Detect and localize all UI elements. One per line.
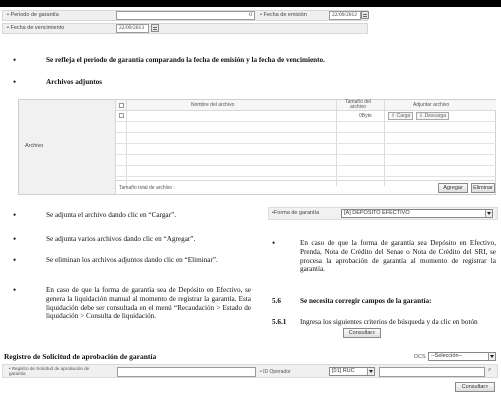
calendar-icon[interactable] [151, 24, 159, 32]
cargar-label: Carga [396, 113, 411, 119]
download-icon: ⇩ [419, 113, 424, 119]
file-table-sidebar [19, 100, 116, 194]
left-item-eliminar: Se eliminan los archivos adjuntos dando clic en “Eliminar”. [46, 256, 218, 264]
row-line [116, 154, 496, 155]
file-table-footer [116, 180, 496, 194]
forma-garantia-value: [A] DEPOSITO EFECTIVO [344, 210, 410, 216]
dcs-value: --Selección-- [431, 353, 463, 359]
dcs-select[interactable] [428, 352, 496, 361]
operador-value: [01] RUC [332, 368, 355, 374]
descargar-button[interactable] [416, 112, 449, 120]
search-icon: ⌕ [372, 330, 376, 336]
operador-select[interactable] [329, 367, 375, 376]
solicitud-field[interactable] [117, 367, 256, 377]
dcs-label: DCS [414, 354, 426, 360]
file-size-value: 0Byte [359, 113, 372, 119]
upload-icon: ⇧ [391, 113, 396, 119]
row-checkbox[interactable] [119, 113, 124, 118]
col-attach-header: Adjuntar archivo [413, 102, 450, 108]
operador-label: • ID Operador [260, 369, 291, 375]
forma-garantia-select[interactable] [341, 209, 493, 218]
registro-form-row [2, 364, 498, 378]
bullet-dot: • [13, 285, 17, 295]
archivos-heading: Archivos adjuntos [46, 78, 102, 86]
bullet-dot: • [13, 255, 17, 265]
agregar-button[interactable]: Agregar [438, 183, 468, 193]
bullet-dot: • [13, 77, 17, 87]
consultar-inline-button [343, 328, 381, 338]
left-item-deposito: En caso de que la forma de garantía sea de Depósito en Efectivo, se genera la liquidación manual al momento de registrar la garantía. Esta liquidación debe ser consultada en el menú “Recaudación > Estado de liquidación > Consulta de liquidación. [46, 286, 251, 321]
consultar-inline-label: Consultar [348, 330, 373, 336]
fecha-venc-label: • Fecha de vencimiento [7, 25, 65, 31]
consultar-button[interactable] [455, 382, 495, 392]
fecha-venc-field[interactable]: 22/09/2013 [116, 24, 149, 33]
row-line [116, 143, 496, 144]
search-icon[interactable]: ⌕ [488, 367, 492, 373]
file-table [18, 99, 496, 195]
calendar-icon[interactable] [361, 11, 369, 19]
fecha-emision-field[interactable]: 22/09/2012 [329, 11, 361, 20]
left-item-agregar: Se adjunta varios archivos dando clic en “Agregar”. [46, 235, 196, 243]
col-name-header: Nombre del archivo [191, 102, 235, 108]
dropdown-arrow-icon [488, 353, 495, 360]
left-item-cargar: Se adjunta el archivo dando clic en “Cargar”. [46, 211, 176, 219]
section-561-number: 5.6.1 [272, 318, 287, 326]
dropdown-arrow-icon [367, 368, 374, 375]
registro-heading: Registro de Solicitud de aprobación de garantía [4, 352, 157, 361]
descargar-label: Descarga [424, 113, 446, 119]
periodo-label: • Periodo de garantía [7, 12, 59, 18]
fecha-emision-label: • Fecha de emisión [260, 12, 307, 18]
select-all-checkbox[interactable] [119, 103, 124, 108]
file-row [116, 111, 496, 121]
total-size-label: Tamaño total de archivo : [119, 185, 175, 191]
row-line [116, 176, 496, 177]
cargar-button[interactable] [388, 112, 413, 120]
row-line [116, 165, 496, 166]
right-item-deposito: En caso de que la forma de garantía sea Depósito en Efectivo, Prenda, Nota de Crédito del Senae o Nota de Crédito del SRI, se procesa la aprobación de garantía al momento de registrar la garantía. [300, 239, 496, 274]
periodo-field[interactable]: 0 [116, 11, 255, 20]
bullet-dot: • [13, 210, 17, 220]
dropdown-arrow-icon [485, 210, 492, 217]
form-row-periodo [2, 10, 368, 21]
section-56-number: 5.6 [272, 297, 281, 305]
periodo-description: Se refleja el periodo de garantía comparando la fecha de emisión y la fecha de vencimiento. [46, 56, 325, 64]
file-table-header [116, 100, 496, 111]
eliminar-button[interactable]: Eliminar [471, 183, 495, 193]
form-row-vencimiento [2, 23, 368, 34]
solicitud-label: • Registro de Solicitud de aprobación de garantía [9, 366, 90, 376]
bullet-dot: • [13, 55, 17, 65]
search-icon: ⌕ [485, 384, 489, 390]
operador-field[interactable] [379, 367, 485, 377]
col-size-header: Tamaño del archivo [345, 99, 371, 110]
archivo-label: Archivo [25, 143, 44, 149]
consultar-label: Consultar [461, 384, 486, 390]
bullet-dot: • [13, 234, 17, 244]
forma-garantia-label: •Forma de garantía [272, 210, 320, 216]
section-561-body: Ingresa los siguientes criterios de búsqueda y da clic en botón [300, 318, 478, 326]
top-black-bar [0, 0, 501, 7]
row-line [116, 132, 496, 133]
section-56-text: Se necesita corregir campos de la garantía: [300, 297, 432, 305]
row-line [116, 121, 496, 122]
bullet-dot: • [272, 238, 276, 248]
forma-garantia-row [268, 207, 498, 220]
section-561-text [300, 318, 496, 327]
